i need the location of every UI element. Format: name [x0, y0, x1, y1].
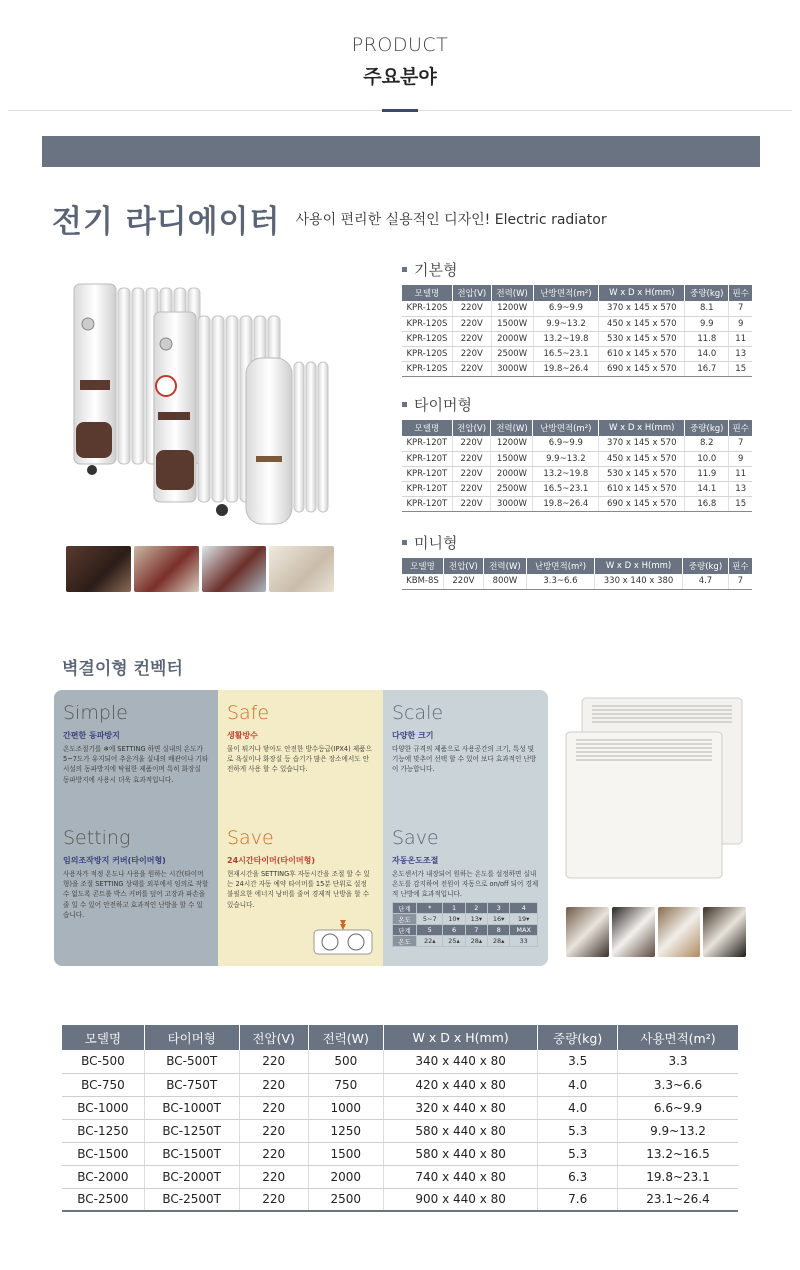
cell: 1200W: [491, 301, 533, 316]
cell: 2500W: [491, 481, 533, 496]
cell: 580 x 440 x 80: [383, 1142, 538, 1165]
cell: 2000: [308, 1165, 383, 1188]
spec-basic: [402, 259, 752, 377]
cell: 750: [308, 1073, 383, 1096]
spec-timer: [402, 394, 752, 512]
col-header: 난방면적(m²): [533, 285, 599, 301]
spec-basic-table: [402, 285, 752, 377]
cell: 9.9~13.2: [533, 316, 599, 331]
cell: 610 x 145 x 570: [599, 346, 685, 361]
cell: BC-1500: [62, 1142, 144, 1165]
table-row: [402, 301, 752, 316]
spec-mini: [402, 532, 752, 590]
table-row: [402, 361, 752, 376]
cell: 4.0: [538, 1073, 618, 1096]
cell: 320 x 440 x 80: [383, 1096, 538, 1119]
feature-setting: [54, 815, 218, 920]
cell: 5.3: [538, 1119, 618, 1142]
cell: 19.8~26.4: [533, 496, 599, 511]
cell: BC-2000: [62, 1165, 144, 1188]
cell: 16.5~23.1: [533, 481, 599, 496]
cell: BC-2500: [62, 1188, 144, 1211]
cell: 3.3~6.6: [618, 1073, 738, 1096]
table-row: [62, 1142, 738, 1165]
spec-basic-title: [402, 259, 752, 280]
table-row: [62, 1165, 738, 1188]
cell: 370 x 145 x 570: [599, 301, 685, 316]
col-header: 난방면적(m²): [533, 420, 599, 436]
cell: 6.6~9.9: [618, 1096, 738, 1119]
table-row: [402, 346, 752, 361]
col-header: 중량(kg): [538, 1025, 618, 1050]
cell: 3: [488, 903, 510, 914]
table-row: [393, 914, 538, 925]
cell: 16▾: [488, 914, 510, 925]
cell: 33: [510, 936, 538, 947]
col-header: 난방면적(m²): [527, 558, 595, 574]
cell: 11.9: [685, 466, 729, 481]
cell: BC-1500T: [144, 1142, 239, 1165]
cell: 610 x 145 x 570: [599, 481, 685, 496]
room-photo-4[interactable]: [703, 907, 746, 957]
cell: 13.2~19.8: [533, 331, 599, 346]
table-row: [402, 331, 752, 346]
cell: 15: [729, 361, 752, 376]
cell: 28▴: [488, 936, 510, 947]
col-header: 전력(W): [491, 285, 533, 301]
timer-dial-icon: [312, 920, 374, 956]
feature-save-auto: [383, 815, 548, 900]
col-header: W x D x H(mm): [599, 285, 685, 301]
table-header-row: [402, 558, 752, 574]
cell: 2000W: [491, 331, 533, 346]
cell: KPR-120S: [402, 301, 452, 316]
cell: 13.2~19.8: [533, 466, 599, 481]
col-header: 모델명: [62, 1025, 144, 1050]
cell: 16.7: [685, 361, 729, 376]
cell: 220: [239, 1165, 308, 1188]
col-header: 전력(W): [491, 420, 533, 436]
cell: 220V: [452, 331, 491, 346]
cell: 7.6: [538, 1188, 618, 1211]
cell: 8.2: [685, 436, 729, 451]
spec-mini-table: [402, 558, 752, 590]
room-photo-3[interactable]: [202, 546, 267, 592]
cell: 220V: [452, 436, 491, 451]
feature-subtitle: 간편한 동파방지: [63, 731, 120, 740]
cell: MAX: [510, 925, 538, 936]
cell: BC-1000T: [144, 1096, 239, 1119]
cell: 9: [729, 316, 752, 331]
cell: KPR-120S: [402, 346, 452, 361]
cell: 3.3~6.6: [527, 574, 595, 589]
cell: 220V: [452, 496, 491, 511]
cell: 420 x 440 x 80: [383, 1073, 538, 1096]
cell: BC-2000T: [144, 1165, 239, 1188]
cell: 5: [417, 925, 443, 936]
cell: 2500W: [491, 346, 533, 361]
cell: KPR-120S: [402, 361, 452, 376]
cell: 1200W: [491, 436, 533, 451]
col-header: W x D x H(mm): [594, 558, 682, 574]
bullet-icon: [402, 402, 407, 407]
cell: 220: [239, 1050, 308, 1073]
cell: 9.9~13.2: [618, 1119, 738, 1142]
cell: 330 x 140 x 380: [594, 574, 682, 589]
cell: 450 x 145 x 570: [599, 451, 685, 466]
cell: 500: [308, 1050, 383, 1073]
table-row: [393, 936, 538, 947]
spec-timer-label: 타이머형: [414, 396, 472, 414]
cell: 530 x 145 x 570: [599, 331, 685, 346]
cell: 8.1: [685, 301, 729, 316]
cell: KPR-120T: [402, 496, 452, 511]
cell: 10▾: [443, 914, 465, 925]
cell: 14.1: [685, 481, 729, 496]
cell: 11: [729, 331, 752, 346]
cell: 1: [443, 903, 465, 914]
spec-mini-label: 미니형: [414, 534, 458, 552]
cell: KPR-120T: [402, 436, 452, 451]
cell: 220: [239, 1119, 308, 1142]
cell: 19▾: [510, 914, 538, 925]
table-row: [402, 316, 752, 331]
cell: KPR-120T: [402, 481, 452, 496]
cell: 1500W: [491, 316, 533, 331]
cell: BC-1250: [62, 1119, 144, 1142]
col-header: 핀수: [729, 420, 752, 436]
table-header-row: [402, 420, 752, 436]
cell: 13.2~16.5: [618, 1142, 738, 1165]
cell: 740 x 440 x 80: [383, 1165, 538, 1188]
table-row: [402, 574, 752, 589]
cell: 13: [729, 481, 752, 496]
cell: 7: [465, 925, 487, 936]
cell: 220V: [452, 346, 491, 361]
cell: 220V: [452, 481, 491, 496]
cell: 28▴: [465, 936, 487, 947]
radiator-title: 전기 라디에이터: [52, 204, 281, 240]
cell: 2000W: [491, 466, 533, 481]
cell: 19.8~26.4: [533, 361, 599, 376]
cell: 7: [728, 574, 752, 589]
temperature-step-table: [392, 902, 538, 947]
table-row: [393, 925, 538, 936]
feature-body: 현재시간을 SETTING후 자동시간을 조절 할 수 있는 24시간 자동 예약 타이머를 15분 단위로 설정 불필요한 에너지 낭비를 줄여 경제적 난방을 할 수 있습니다.: [227, 870, 370, 909]
cell: 220: [239, 1073, 308, 1096]
table-row: [62, 1119, 738, 1142]
col-header: 핀수: [729, 285, 752, 301]
cell: 23.1~26.4: [618, 1188, 738, 1211]
cell: 530 x 145 x 570: [599, 466, 685, 481]
radiator-thumbnails: [66, 546, 334, 594]
table-row: [62, 1073, 738, 1096]
col-header: 전압(V): [452, 285, 491, 301]
col-header: 전압(V): [239, 1025, 308, 1050]
cell: 800W: [483, 574, 526, 589]
cell: 220V: [443, 574, 483, 589]
cell: *: [417, 903, 443, 914]
cell: 450 x 145 x 570: [599, 316, 685, 331]
room-photo-2[interactable]: [612, 907, 655, 957]
feature-subtitle: 24시간타이머(타이머형): [227, 856, 315, 865]
cell: 1250: [308, 1119, 383, 1142]
table-header-row: [402, 285, 752, 301]
cell: 9.9~13.2: [533, 451, 599, 466]
table-row: [62, 1096, 738, 1119]
feature-subtitle: 생활방수: [227, 731, 258, 740]
cell: 340 x 440 x 80: [383, 1050, 538, 1073]
cell: 온도: [393, 936, 417, 947]
cell: BC-1250T: [144, 1119, 239, 1142]
col-header: 전력(W): [483, 558, 526, 574]
cell: BC-500T: [144, 1050, 239, 1073]
cell: 5.3: [538, 1142, 618, 1165]
cell: KPR-120T: [402, 451, 452, 466]
cell: 1500: [308, 1142, 383, 1165]
feature-body: 온도조절기를 ❄에 SETTING 하면 실내의 온도가 5~7도가 유지되어 추운겨울 실내의 배관이나 기타 시설의 동파방지에 탁월한 제품이며 특히 화장실 동파방지에 사용시 더욱 효과적입니다.: [63, 745, 209, 784]
cell: 13: [729, 346, 752, 361]
cell: BC-750T: [144, 1073, 239, 1096]
spec-basic-label: 기본형: [414, 261, 458, 279]
cell: 19.8~23.1: [618, 1165, 738, 1188]
spec-mini-title: [402, 532, 752, 553]
feature-body: 온도센서가 내장되어 원하는 온도를 설정하면 실내온도를 감지하여 전원이 자동으로 on/off 되어 경제적 난방에 효과적입니다.: [392, 870, 539, 899]
cell: 580 x 440 x 80: [383, 1119, 538, 1142]
cell: 11: [729, 466, 752, 481]
cell: 4.7: [683, 574, 729, 589]
cell: 3.5: [538, 1050, 618, 1073]
cell: 8: [488, 925, 510, 936]
spec-timer-title: [402, 394, 752, 415]
feature-body: 물이 튀거나 닿아도 안전한 방수등급(IPX4) 제품으로 욕실이나 화장실 등 습기가 많은 장소에서도 안전하게 사용 할 수 있습니다.: [227, 745, 372, 774]
cell: 7: [729, 301, 752, 316]
cell: 900 x 440 x 80: [383, 1188, 538, 1211]
feature-heading: Safe: [227, 702, 270, 724]
cell: 690 x 145 x 570: [599, 496, 685, 511]
cell: 15: [729, 496, 752, 511]
cell: 220V: [452, 301, 491, 316]
room-photo-1[interactable]: [66, 546, 131, 592]
table-row: [393, 903, 538, 914]
header-eng: PRODUCT: [351, 34, 449, 56]
room-photo-1[interactable]: [566, 907, 609, 957]
cell: 6.9~9.9: [533, 301, 599, 316]
convector-title: 벽결이형 컨벡터: [62, 659, 183, 679]
cell: 9.9: [685, 316, 729, 331]
cell: 2: [465, 903, 487, 914]
cell: 25▴: [443, 936, 465, 947]
cell: 220: [239, 1188, 308, 1211]
cell: 1500W: [491, 451, 533, 466]
radiator-title-row: [52, 196, 607, 240]
cell: 3000W: [491, 361, 533, 376]
col-header: 전력(W): [308, 1025, 383, 1050]
radiator-product-image: [62, 262, 347, 537]
feature-subtitle: 다양한 크기: [392, 731, 434, 740]
table-header-row: [62, 1025, 738, 1050]
feature-body: 다양한 규격의 제품으로 사용공간의 크기, 특성 및 기능에 맞추어 선택 할 수 있어 보다 효과적인 난방이 가능합니다.: [392, 745, 537, 774]
section-banner: [42, 136, 760, 167]
cell: 9: [729, 451, 752, 466]
cell: 6: [443, 925, 465, 936]
room-photo-4[interactable]: [269, 546, 334, 592]
cell: 온도: [393, 914, 417, 925]
cell: KBM-8S: [402, 574, 443, 589]
cell: KPR-120S: [402, 316, 452, 331]
convector-thumbnails: [566, 907, 746, 957]
feature-subtitle: 자동온도조절: [392, 856, 439, 865]
col-header: W x D x H(mm): [599, 420, 685, 436]
cell: 단계: [393, 925, 417, 936]
cell: 22▴: [417, 936, 443, 947]
cell: 220: [239, 1096, 308, 1119]
convector-spec-table: [62, 1025, 738, 1212]
feature-save-timer: [218, 815, 383, 910]
spec-timer-table: [402, 420, 752, 512]
col-header: 핀수: [728, 558, 752, 574]
col-header: 중량(kg): [685, 420, 729, 436]
cell: 220V: [452, 316, 491, 331]
table-row: [402, 451, 752, 466]
cell: 6.3: [538, 1165, 618, 1188]
page-header: [0, 0, 800, 112]
col-header: 사용면적(m²): [618, 1025, 738, 1050]
feature-body: 사용자가 적정 온도나 사용을 원하는 시간(타이머형)을 조절 SETTING 상태를 외부에서 임의로 작할 수 없도록 콘트롤 박스 커버를 덮어 고장과 파손을 줄 일 수 있어 안전하고 효과적인 난방을 할 수 있습니다.: [63, 870, 209, 919]
cell: BC-2500T: [144, 1188, 239, 1211]
col-header: 중량(kg): [683, 558, 729, 574]
radiator-subtitle: 사용이 편리한 실용적인 디자인! Electric radiator: [295, 211, 607, 228]
cell: 2500: [308, 1188, 383, 1211]
header-accent-bar: [382, 109, 418, 112]
convector-product-image: [562, 694, 744, 880]
cell: 7: [729, 436, 752, 451]
col-header: 모델명: [402, 420, 452, 436]
cell: 690 x 145 x 570: [599, 361, 685, 376]
room-photo-2[interactable]: [134, 546, 199, 592]
feature-subtitle: 임의조작방지 커버(타이머형): [63, 856, 166, 865]
feature-heading: Save: [227, 827, 274, 849]
cell: 3.3: [618, 1050, 738, 1073]
col-header: 모델명: [402, 285, 452, 301]
bullet-icon: [402, 540, 407, 545]
cell: BC-1000: [62, 1096, 144, 1119]
table-row: [62, 1050, 738, 1073]
bullet-icon: [402, 267, 407, 272]
cell: BC-750: [62, 1073, 144, 1096]
col-header: 타이머형: [144, 1025, 239, 1050]
col-header: 전압(V): [452, 420, 491, 436]
col-header: 모델명: [402, 558, 443, 574]
cell: 16.5~23.1: [533, 346, 599, 361]
room-photo-3[interactable]: [658, 907, 701, 957]
table-row: [402, 496, 752, 511]
feature-grid: [54, 690, 548, 966]
cell: 3000W: [491, 496, 533, 511]
cell: 1000: [308, 1096, 383, 1119]
cell: 10.0: [685, 451, 729, 466]
feature-heading: Save: [392, 827, 439, 849]
cell: 14.0: [685, 346, 729, 361]
col-header: W x D x H(mm): [383, 1025, 538, 1050]
cell: 220: [239, 1142, 308, 1165]
col-header: 전압(V): [443, 558, 483, 574]
table-row: [402, 466, 752, 481]
cell: 5~7: [417, 914, 443, 925]
cell: 13▾: [465, 914, 487, 925]
cell: 16.8: [685, 496, 729, 511]
cell: 6.9~9.9: [533, 436, 599, 451]
table-row: [402, 436, 752, 451]
header-kor: 주요분야: [363, 66, 437, 88]
table-row: [62, 1188, 738, 1211]
table-row: [402, 481, 752, 496]
cell: 220V: [452, 466, 491, 481]
cell: 11.8: [685, 331, 729, 346]
cell: 4: [510, 903, 538, 914]
cell: KPR-120S: [402, 331, 452, 346]
cell: 4.0: [538, 1096, 618, 1119]
cell: 220V: [452, 361, 491, 376]
cell: 단계: [393, 903, 417, 914]
feature-heading: Setting: [63, 827, 131, 849]
col-header: 중량(kg): [685, 285, 729, 301]
cell: KPR-120T: [402, 466, 452, 481]
feature-heading: Simple: [63, 702, 128, 724]
cell: BC-500: [62, 1050, 144, 1073]
cell: 220V: [452, 451, 491, 466]
cell: 370 x 145 x 570: [599, 436, 685, 451]
feature-heading: Scale: [392, 702, 444, 724]
